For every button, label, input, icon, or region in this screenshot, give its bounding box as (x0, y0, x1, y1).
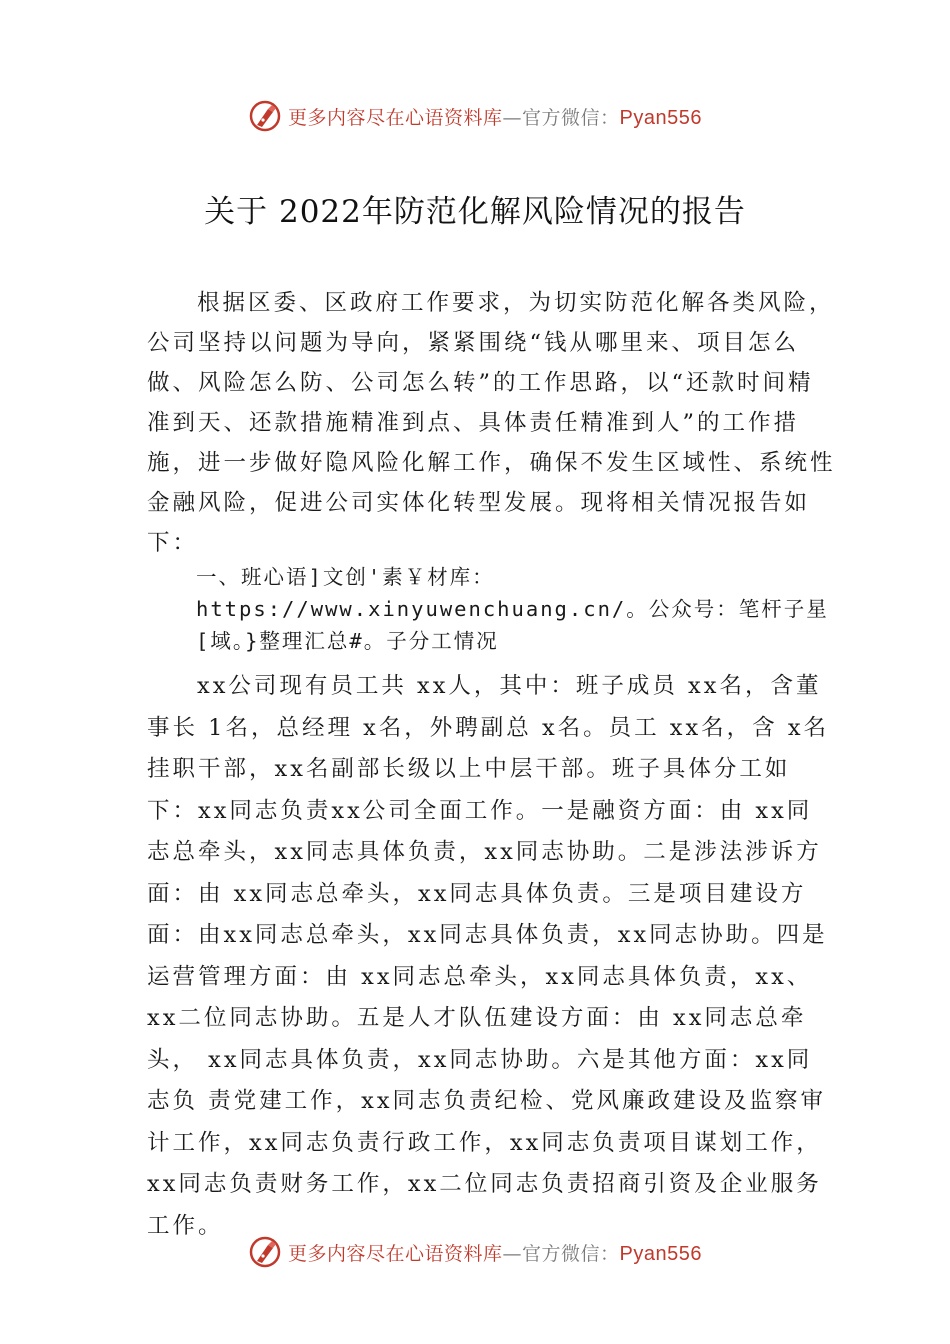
pen-nib-icon (248, 1235, 282, 1269)
watermark-header (0, 96, 950, 136)
watermark-text: 更多内容尽在心语资料库—官方微信：Pyan556 (288, 1242, 702, 1265)
paragraph-intro: 根据区委、区政府工作要求，为切实防范化解各类风险，公司坚持以问题为导向，紧紧围绕“钱从哪里来、项目怎么做、风险怎么防、公司怎么转”的工作思路，以“还款时间精准到天、还款措施精准到点、具体责任精准到人”的工作措施，进一步做好隐风险化解工作，确保不发生区域性、系统性金融风险，促进公司实体化转型发展。现将相关情况报告如下： (147, 290, 836, 556)
page-title: 关于 2022年防范化解风险情况的报告 (204, 194, 746, 230)
watermark-text: 更多内容尽在心语资料库—官方微信：Pyan556 (288, 106, 702, 129)
paragraph-staffing: xx公司现有员工共 xx人，其中：班子成员 xx名，含董事长 1名，总经理 x名，外聘副总 x名。员工 xx名，含 x名挂职干部，xx名副部长级以上中层干部。班子具体分工如下：xx同志负责xx公司全面工作。一是融资方面：由 xx同志总牵头，xx同志具体负责，xx同志协助。二是涉法涉诉方面：由 xx同志总牵头，xx同志具体负责。三是项目建设方面：由xx同志总牵头，xx同志具体负责，xx同志协助。四是运营管理方面：由 xx同志总牵头，xx同志具体负责，xx、xx二位同志协助。五是人才队伍建设方面：由 xx同志总牵头， xx同志具体负责，xx同志协助。六是其他方面：xx同志负 责党建工作，xx同志负责纪检、党风廉政建设及监察审计工作，xx同志负责行政工作，xx同志负责项目谋划工作，xx同志负责财务工作，xx二位同志负责招商引资及企业服务工作。 (147, 673, 830, 1239)
watermark-footer (0, 1232, 950, 1272)
section-heading-1: 一、班心语]文创'素￥材库：https://www.xinyuwenchuang.cn/。公众号：笔杆子星[域。}整理汇总#。子分工情况 (196, 565, 829, 653)
pen-nib-icon (248, 99, 282, 133)
